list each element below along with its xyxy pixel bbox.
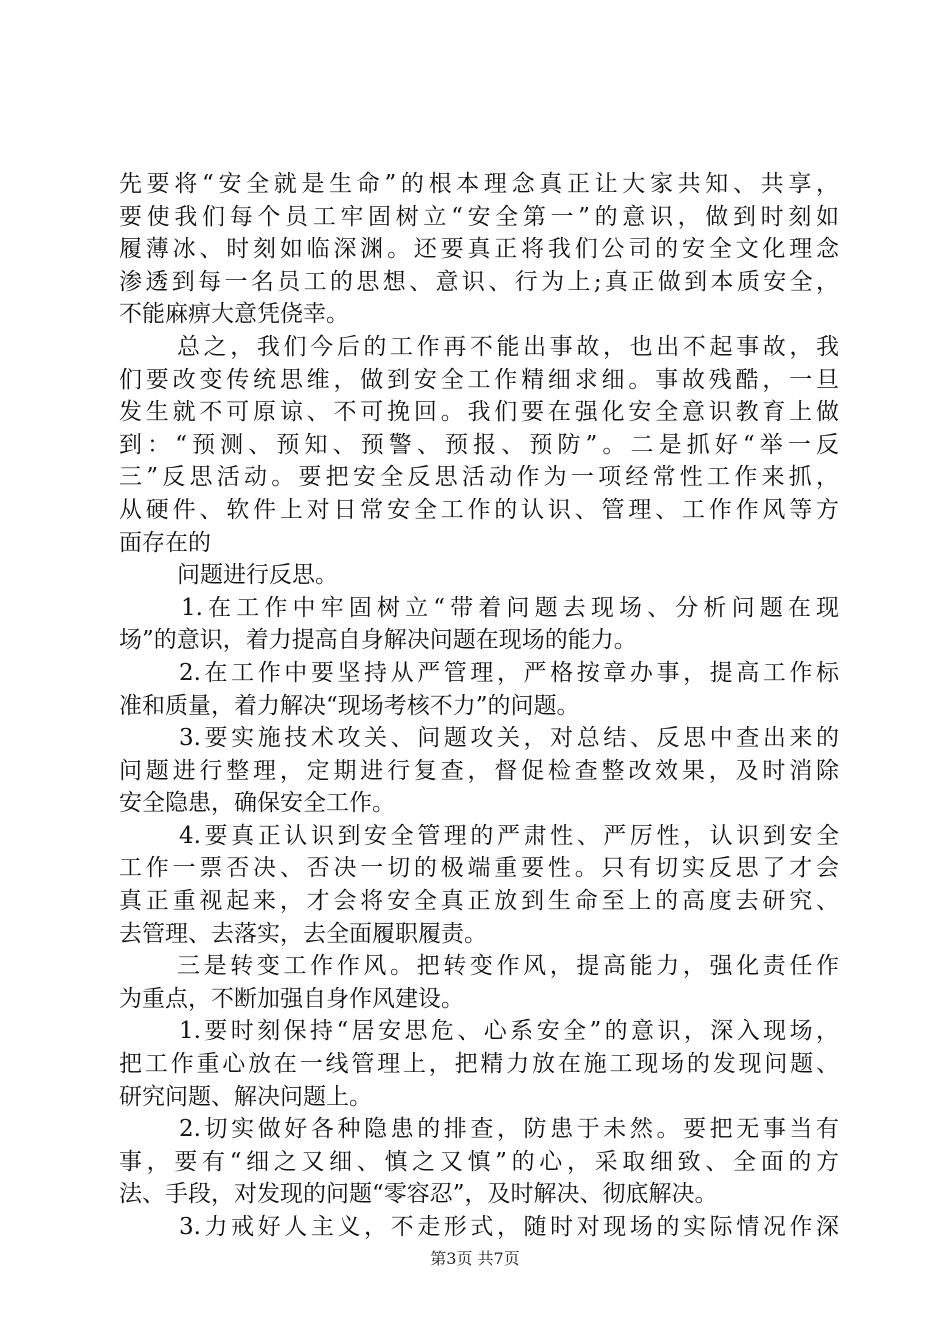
text-line-3: 履薄冰、时刻如临深渊。还要真正将我们公司的安全文化理念 — [119, 236, 839, 263]
text-line-19: 问题进行整理，定期进行复查，督促检查整改效果，及时消除 — [119, 757, 839, 784]
text-line-26: 为重点，不断加强自身作风建设。 — [119, 985, 464, 1012]
text-line-6: 总之，我们今后的工作再不能出事故，也出不起事故，我 — [177, 333, 839, 360]
text-line-29: 研究问题、解决问题上。 — [119, 1083, 372, 1110]
text-line-9: 到：“预测、预知、预警、预报、预防”。二是抓好“举一反 — [119, 431, 839, 458]
text-line-22: 工作一票否决、否决一切的极端重要性。只有切实反思了才会 — [119, 855, 839, 882]
document-body — [119, 168, 839, 1244]
text-line-2: 要使我们每个员工牢固树立“安全第一”的意识，做到时刻如 — [119, 203, 839, 230]
text-line-14: 1.在工作中牢固树立“带着问题去现场、分析问题在现 — [181, 594, 839, 621]
text-line-17: 准和质量，着力解决“现场考核不力”的问题。 — [119, 692, 580, 719]
text-line-1: 先要将“安全就是生命”的根本理念真正让大家共知、共享， — [119, 171, 839, 197]
text-line-16: 2.在工作中要坚持从严管理，严格按章办事，提高工作标 — [179, 659, 839, 686]
text-line-10: 三”反思活动。要把安全反思活动作为一项经常性工作来抓， — [119, 464, 839, 491]
text-line-4: 渗透到每一名员工的思想、意识、行为上;真正做到本质安全， — [119, 268, 839, 295]
text-line-15: 场”的意识，着力提高自身解决问题在现场的能力。 — [119, 627, 637, 654]
text-line-31: 事，要有“细之又细、慎之又慎”的心，采取细致、全面的方 — [119, 1148, 839, 1175]
text-line-7: 们要改变传统思维，做到安全工作精细求细。事故残酷，一旦 — [119, 366, 839, 393]
text-line-30: 2.切实做好各种隐患的排查，防患于未然。要把无事当有 — [179, 1116, 839, 1143]
text-line-27: 1.要时刻保持“居安思危、心系安全”的意识，深入现场， — [179, 1018, 839, 1045]
text-line-5: 不能麻痹大意凭侥幸。 — [119, 301, 349, 328]
text-line-28: 把工作重心放在一线管理上，把精力放在施工现场的发现问题、 — [119, 1051, 839, 1078]
text-line-33: 3.力戒好人主义，不走形式，随时对现场的实际情况作深 — [179, 1214, 839, 1240]
text-line-21: 4.要真正认识到安全管理的严肃性、严厉性，认识到安全 — [179, 822, 839, 849]
text-line-20: 安全隐患，确保安全工作。 — [119, 790, 395, 817]
text-line-8: 发生就不可原谅、不可挽回。我们要在强化安全意识教育上做 — [119, 399, 839, 426]
text-line-23: 真正重视起来，才会将安全真正放到生命至上的高度去研究、 — [119, 888, 839, 915]
text-line-13: 问题进行反思。 — [177, 562, 338, 589]
text-line-32: 法、手段，对发现的问题“零容忍”，及时解决、彻底解决。 — [119, 1181, 718, 1208]
text-line-24: 去管理、去落实，去全面履职履责。 — [119, 920, 487, 947]
text-line-18: 3.要实施技术攻关、问题攻关，对总结、反思中查出来的 — [179, 725, 839, 752]
text-line-25: 三是转变工作作风。把转变作风，提高能力，强化责任作 — [177, 953, 839, 980]
text-line-12: 面存在的 — [119, 529, 211, 556]
page-number-footer: 第3页 共7页 — [430, 1249, 520, 1268]
text-line-11: 从硬件、软件上对日常安全工作的认识、管理、工作作风等方 — [119, 496, 839, 523]
